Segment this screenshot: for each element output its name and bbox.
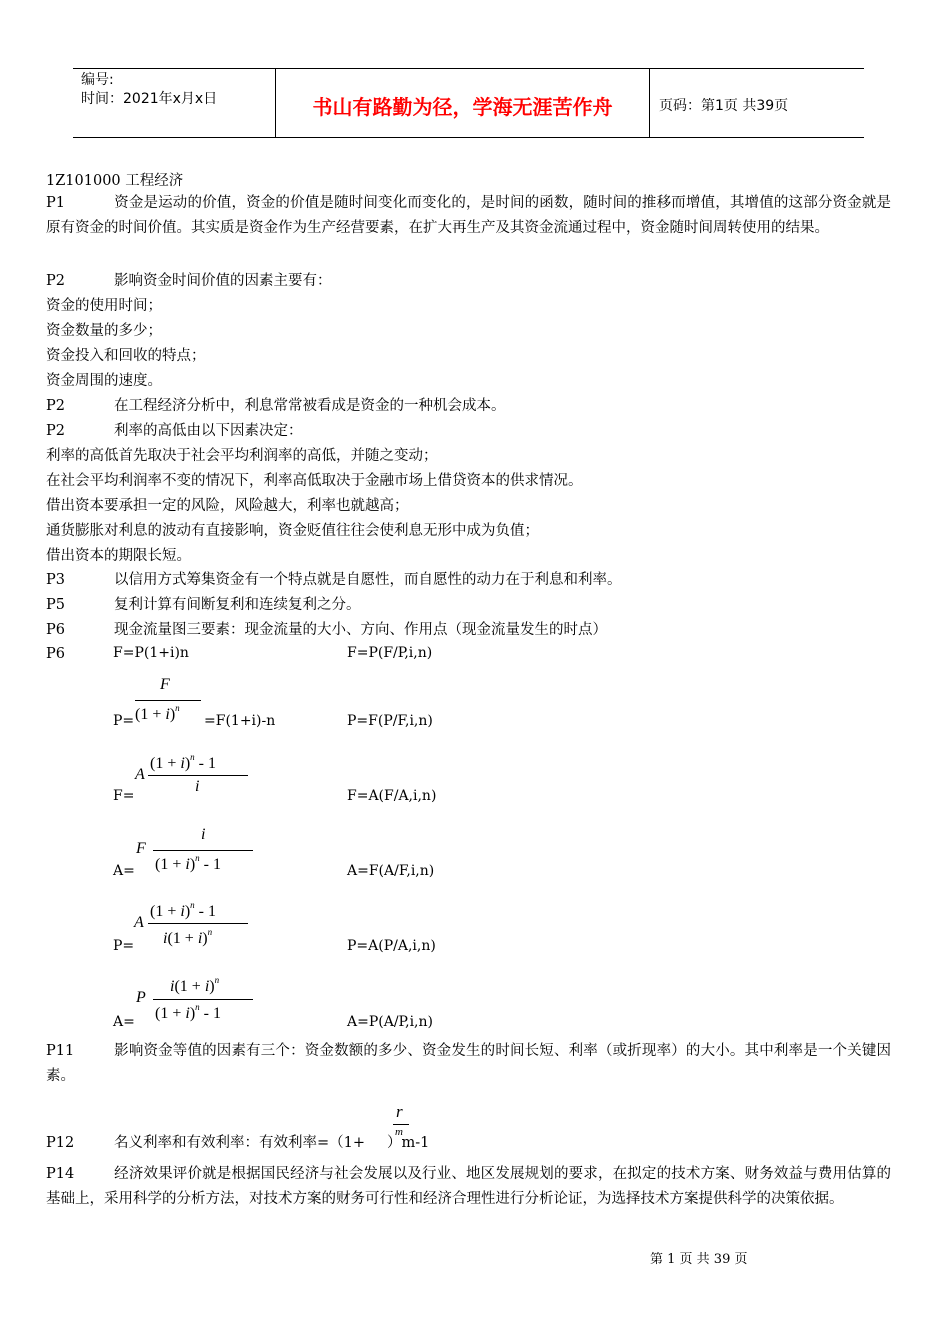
paragraph-label: P6 bbox=[46, 622, 65, 638]
formula-present-value-factor: P=F(P/F,i,n) bbox=[347, 713, 433, 729]
paragraph-text: 名义利率和有效利率：有效利率=（1+ bbox=[114, 1135, 366, 1151]
paragraph-label: P1 bbox=[46, 195, 65, 211]
paragraph-label: P2 bbox=[46, 273, 65, 289]
paragraph-text: 影响资金等值的因素有三个：资金数额的多少、资金发生的时间长短、利率（或折现率）的大小。其中利率是一个关键因素。 bbox=[46, 1043, 891, 1084]
paragraph-text: 现金流量图三要素：现金流量的大小、方向、作用点（现金流量发生的时点） bbox=[114, 622, 607, 638]
list-item: 借出资本的期限长短。 bbox=[46, 548, 191, 564]
formula-annuity-present-fraction: A $(1 + i)^n - 1$ $i(1 + i)^n$ bbox=[133, 900, 258, 952]
section-title: 1Z101000 工程经济 bbox=[46, 173, 184, 189]
paragraph-text: 资金是运动的价值，资金的价值是随时间变化而变化的，是时间的函数，随时间的推移而增值，其增值的这部分资金就是原有资金的时间价值。其实质是资金作为生产经营要素，在扩大再生产及其资金流通过程中，资金随时间周转使用的结果。 bbox=[46, 195, 891, 236]
list-item: 通货膨胀对利息的波动有直接影响，资金贬值往往会使利息无形中成为负值； bbox=[46, 523, 539, 539]
paragraph-label: P2 bbox=[46, 398, 65, 414]
paragraph-p2-opportunity-cost bbox=[46, 397, 506, 416]
paragraph-p6 bbox=[46, 621, 607, 640]
paragraph-p2-rate bbox=[46, 422, 303, 441]
document-number-label: 编号: bbox=[81, 72, 114, 88]
paragraph-p11 bbox=[46, 1039, 891, 1089]
formula-annuity-future: F= bbox=[113, 788, 135, 804]
formula-sinking-fund-fraction: F i $(1 + i)^n - 1$ bbox=[133, 826, 258, 876]
paragraph-p5 bbox=[46, 596, 361, 615]
list-item: 利率的高低首先取决于社会平均利润率的高低，并随之变动； bbox=[46, 448, 438, 464]
formula-present-value: P= bbox=[113, 713, 135, 729]
formula-present-value-alt: =F(1+i)-n bbox=[204, 713, 276, 729]
formula-compound-future-factor: F=P(F/P,i,n) bbox=[347, 645, 433, 661]
paragraph-p14 bbox=[46, 1162, 891, 1212]
paragraph-label: P12 bbox=[46, 1135, 75, 1151]
header-meta bbox=[81, 71, 276, 109]
formula-sinking-fund-factor: A=F(A/F,i,n) bbox=[347, 863, 435, 879]
header-page-label: 页码：第1页 共39页 bbox=[659, 98, 789, 114]
paragraph-label: P6 bbox=[46, 646, 65, 662]
formula-sinking-fund: A= bbox=[113, 863, 135, 879]
paragraph-text-suffix: ）m-1 bbox=[387, 1135, 430, 1151]
paragraph-label: P11 bbox=[46, 1043, 75, 1059]
paragraph-text: 影响资金时间价值的因素主要有： bbox=[114, 273, 332, 289]
formula-compound-future: F=P(1+i)n bbox=[113, 645, 189, 661]
formula-annuity-present: P= bbox=[113, 938, 135, 954]
header-divider bbox=[649, 69, 650, 137]
paragraph-p1 bbox=[46, 191, 891, 241]
list-item: 资金周围的速度。 bbox=[46, 373, 162, 389]
list-item: 资金数量的多少； bbox=[46, 323, 162, 339]
paragraph-p3 bbox=[46, 571, 622, 590]
document-time-label: 时间：2021年x月x日 bbox=[81, 91, 218, 107]
formula-r-over-m: r m bbox=[392, 1102, 412, 1146]
paragraph-text: 利率的高低由以下因素决定： bbox=[114, 423, 303, 439]
paragraph-label: P2 bbox=[46, 423, 65, 439]
paragraph-p12 bbox=[46, 1134, 429, 1153]
page-header bbox=[73, 68, 864, 138]
paragraph-p2-factors bbox=[46, 272, 332, 291]
paragraph-text: 复利计算有间断复利和连续复利之分。 bbox=[114, 597, 361, 613]
formula-annuity-future-factor: F=A(F/A,i,n) bbox=[347, 788, 437, 804]
paragraph-label: P14 bbox=[46, 1166, 75, 1182]
formula-annuity-present-factor: P=A(P/A,i,n) bbox=[347, 938, 436, 954]
header-motto: 书山有路勤为径，学海无涯苦作舟 bbox=[312, 95, 613, 119]
formula-capital-recovery-factor: A=P(A/P,i,n) bbox=[347, 1014, 433, 1030]
list-item: 在社会平均利润率不变的情况下，利率高低取决于金融市场上借贷资本的供求情况。 bbox=[46, 473, 583, 489]
formula-capital-recovery: A= bbox=[113, 1014, 135, 1030]
paragraph-label: P5 bbox=[46, 597, 65, 613]
paragraph-text: 以信用方式筹集资金有一个特点就是自愿性，而自愿性的动力在于利息和利率。 bbox=[114, 572, 622, 588]
paragraph-text: 经济效果评价就是根据国民经济与社会发展以及行业、地区发展规划的要求，在拟定的技术方案、财务效益与费用估算的基础上，采用科学的分析方法，对技术方案的财务可行性和经济合理性进行分析论证，为选择技术方案提供科学的决策依据。 bbox=[46, 1166, 891, 1207]
formula-annuity-future-fraction: A $(1 + i)^n - 1$ i bbox=[133, 752, 253, 802]
formula-capital-recovery-fraction: P $i(1 + i)^n$ $(1 + i)^n - 1$ bbox=[133, 975, 258, 1027]
formula-present-value-fraction: F $(1 + i)^n$ bbox=[133, 676, 203, 726]
list-item: 资金投入和回收的特点； bbox=[46, 348, 206, 364]
paragraph-text: 在工程经济分析中，利息常常被看成是资金的一种机会成本。 bbox=[114, 398, 506, 414]
list-item: 资金的使用时间； bbox=[46, 298, 162, 314]
paragraph-label: P3 bbox=[46, 572, 65, 588]
page-footer: 第 1 页 共 39 页 bbox=[650, 1252, 748, 1267]
list-item: 借出资本要承担一定的风险，风险越大，利率也就越高； bbox=[46, 498, 409, 514]
